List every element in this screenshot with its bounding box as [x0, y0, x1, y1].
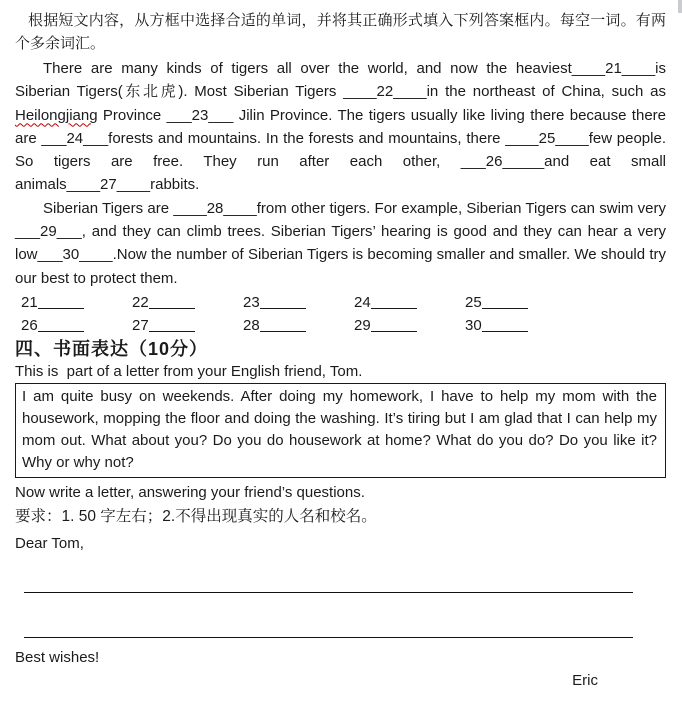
cloze-paragraph-1-text-continued: Province ___23___ Jilin Province. The tigers usually like living there because there are ___24___forests and mountains. In the forests and mountains, there ____25____few people. So tigers are free. They run after each other, ___26_____and eat small animals____27____rabbits.: [15, 106, 666, 194]
answer-cell-24: [354, 291, 465, 314]
answer-number: 24: [354, 293, 371, 311]
letter-closing: Best wishes!: [15, 648, 100, 666]
answer-cell-30: [465, 314, 576, 337]
answer-grid: [21, 291, 576, 337]
cloze-paragraph-1-text: There are many kinds of tigers all over the world, and now the heaviest____21____is Siberian Tigers(东北虎). Most Siberian Tigers ____22____in the northeast of China, such as: [15, 60, 666, 101]
answer-blank-line: [38, 318, 84, 332]
letter-signature: Eric: [572, 671, 598, 689]
cloze-paragraph-1: [15, 57, 666, 197]
answer-number: 21: [21, 293, 38, 311]
letter-salutation: Dear Tom,: [15, 534, 84, 552]
answer-cell-28: [243, 314, 354, 337]
answer-blank-line: [260, 318, 306, 332]
answer-number: 25: [465, 293, 482, 311]
answer-blank-line: [260, 295, 306, 309]
answer-number: 23: [243, 293, 260, 311]
misspelled-word: Heilongjiang: [15, 106, 98, 124]
letter-excerpt-box: [15, 383, 666, 478]
writing-requirements: 要求：1. 50 字左右；2.不得出现真实的人名和校名。: [15, 507, 377, 525]
answer-cell-27: [132, 314, 243, 337]
answer-number: 27: [132, 316, 149, 334]
answer-cell-21: [21, 291, 132, 314]
answer-cell-29: [354, 314, 465, 337]
answer-blank-line: [38, 295, 84, 309]
answer-blank-line: [482, 318, 528, 332]
answer-cell-26: [21, 314, 132, 337]
answer-cell-23: [243, 291, 354, 314]
writing-answer-line-1: [24, 592, 633, 593]
writing-instruction: Now write a letter, answering your friend’s questions.: [15, 483, 365, 501]
writing-lead: This is part of a letter from your English friend, Tom.: [15, 362, 363, 380]
cloze-paragraph-2: Siberian Tigers are ____28____from other tigers. For example, Siberian Tigers can swim very ___29___, and they can climb trees. Siberian Tigers’ hearing is good and they can hear a very low___30____.Now the number of Siberian Tigers is becoming smaller and smaller. We should try our best to protect them.: [15, 199, 666, 287]
answer-number: 30: [465, 316, 482, 334]
answer-blank-line: [371, 295, 417, 309]
answer-cell-22: [132, 291, 243, 314]
answer-cell-25: [465, 291, 576, 314]
letter-excerpt-text: I am quite busy on weekends. After doing my homework, I have to help my mom with the housework, mopping the floor and doing the washing. It’s tiring but I am glad that I can help my mom out. What about you? Do you do housework at home? What do you do? Do you like it? Why or why not?: [22, 387, 657, 471]
answer-number: 29: [354, 316, 371, 334]
answer-blank-line: [482, 295, 528, 309]
writing-section-heading: 四、书面表达（10分）: [15, 338, 209, 359]
answer-blank-line: [371, 318, 417, 332]
answer-number: 28: [243, 316, 260, 334]
answer-number: 22: [132, 293, 149, 311]
answer-blank-line: [149, 318, 195, 332]
answer-blank-line: [149, 295, 195, 309]
answer-number: 26: [21, 316, 38, 334]
writing-answer-line-2: [24, 637, 633, 638]
cloze-instructions: 根据短文内容，从方框中选择合适的单词，并将其正确形式填入下列答案框内。每空一词。有两个多余词汇。: [15, 12, 666, 52]
page-edge-mark: [678, 0, 682, 13]
